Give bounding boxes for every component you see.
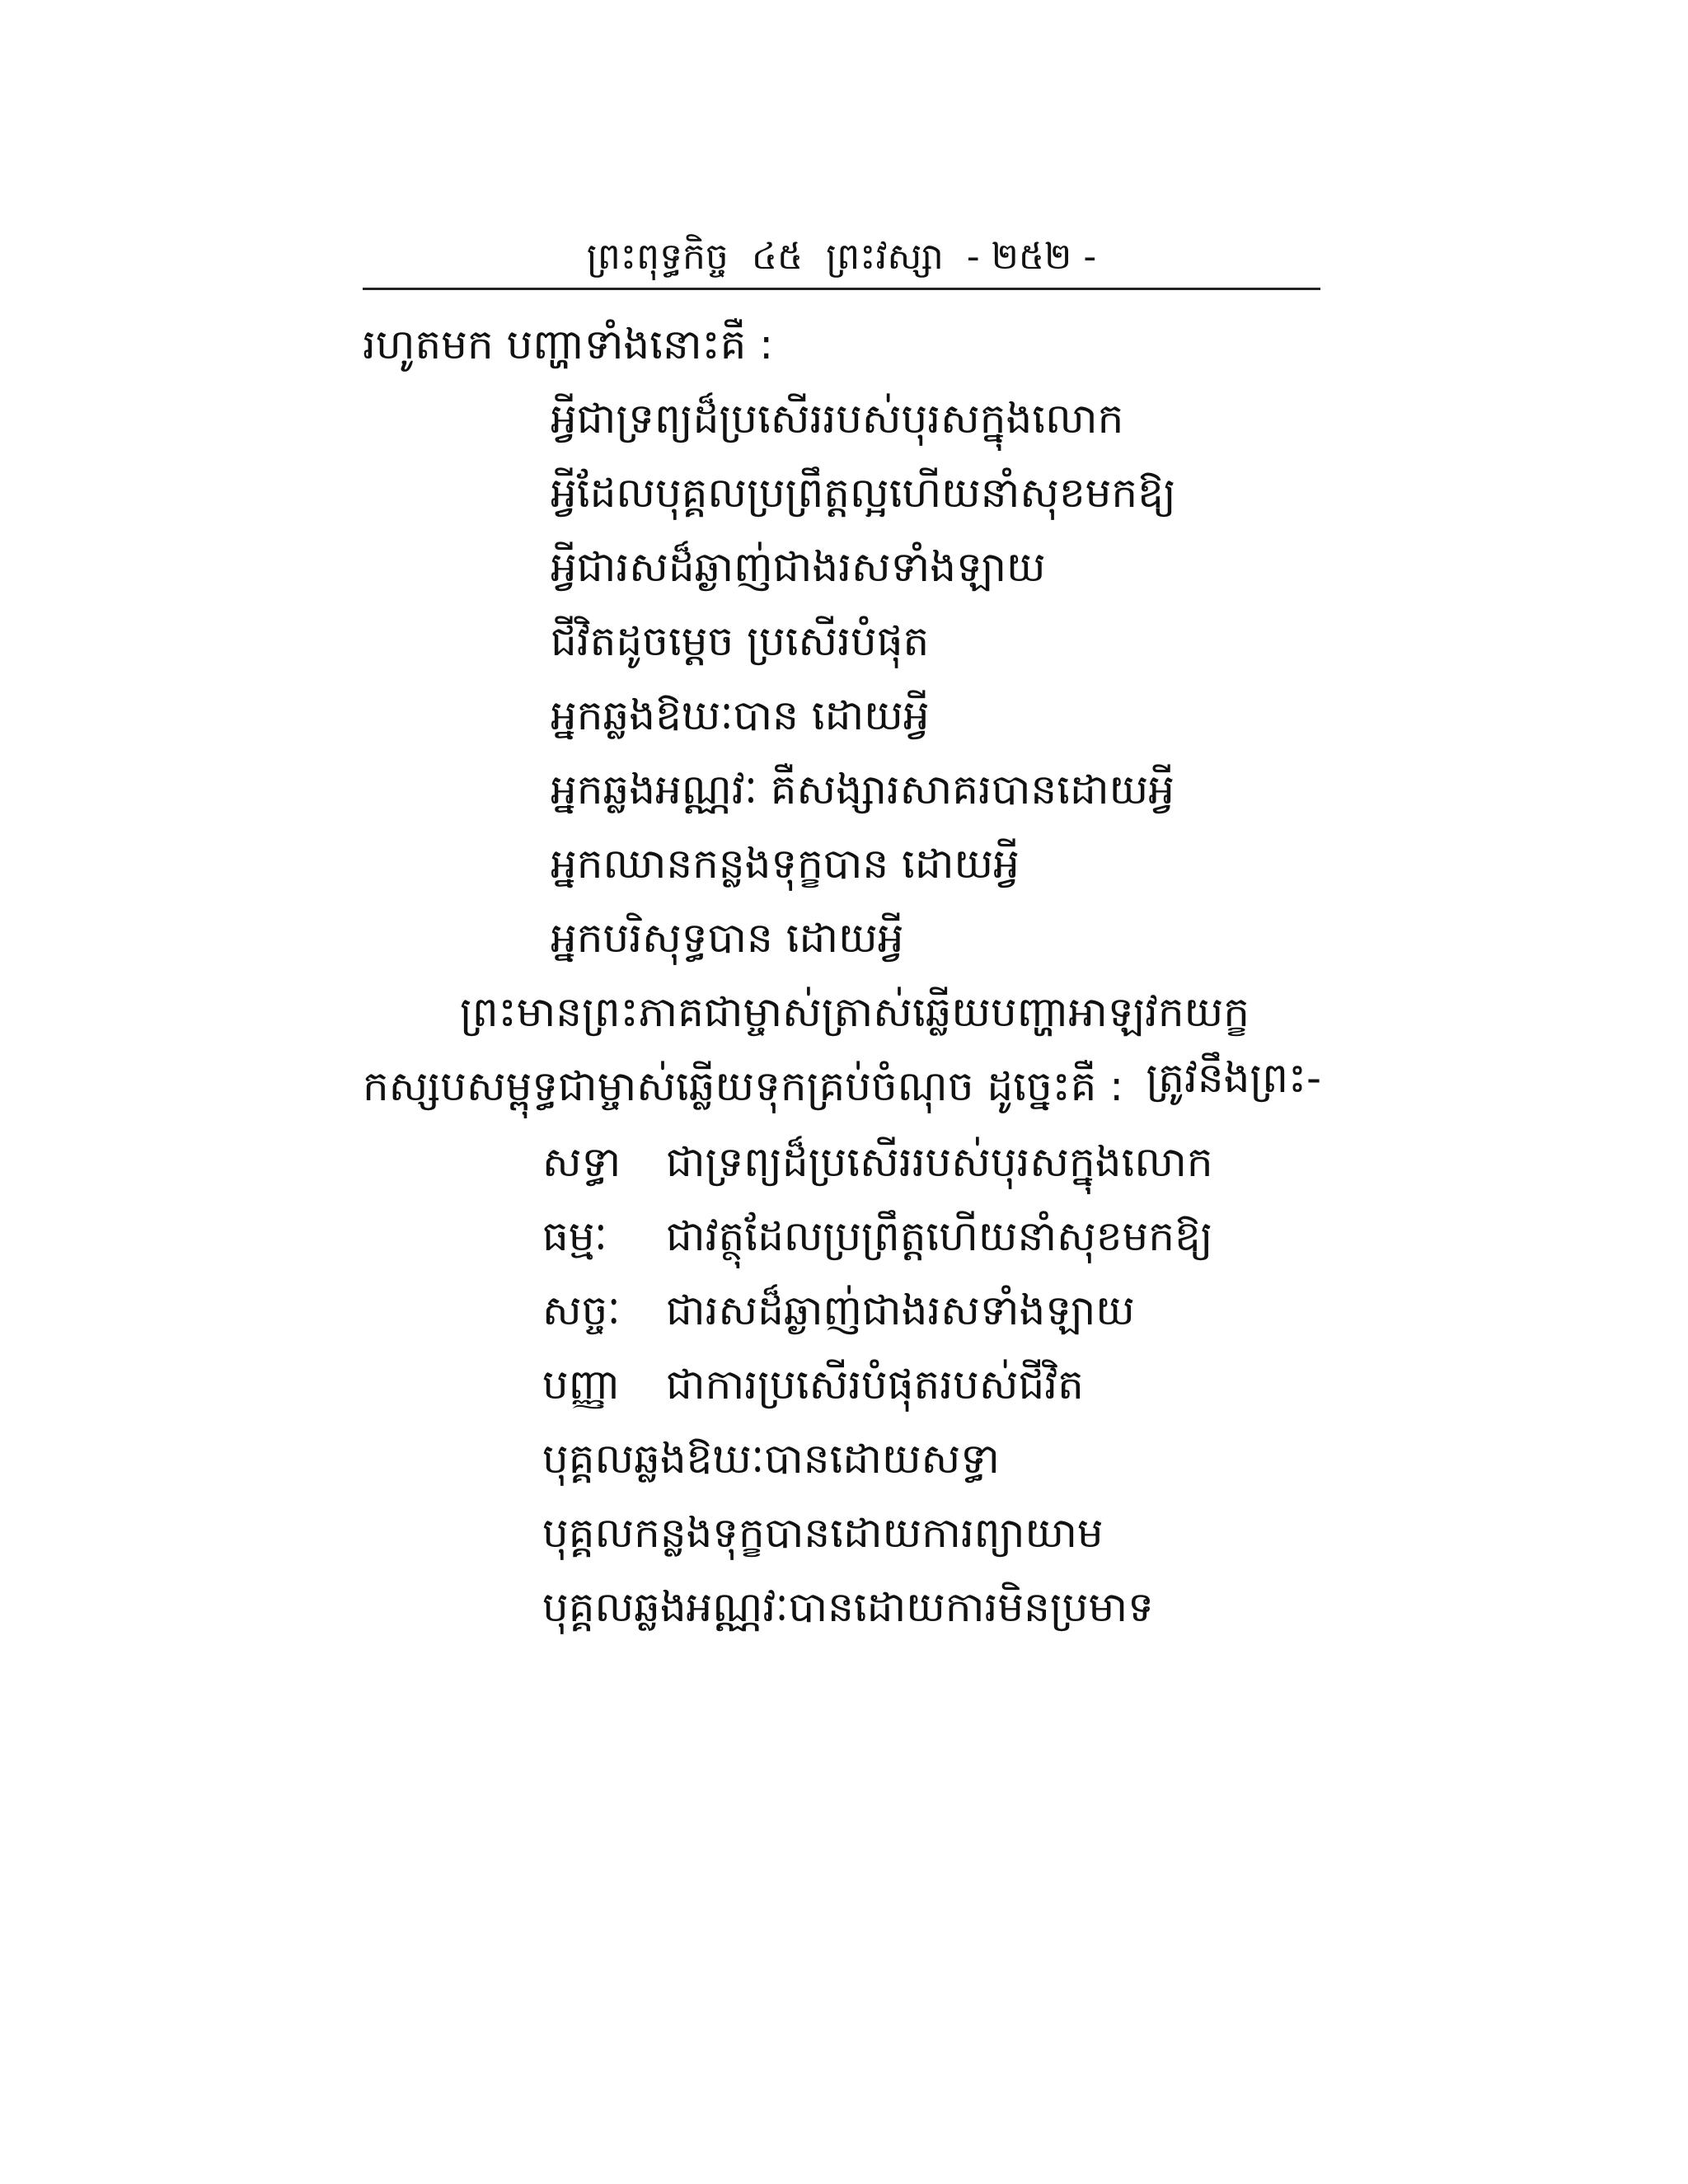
question-8: អ្នកបរិសុទ្ធបាន ដោយអ្វី (551, 914, 904, 962)
intro-line: រហូតមក បញ្ហាទាំងនោះគឺ : (363, 321, 774, 368)
question-6: អ្នកឆ្លងអណ្ណវៈ គឺសង្សារសាគរបានដោយអ្វី (551, 766, 1175, 813)
paragraph-line-2: កស្សបសម្ពុទ្ធជាម្ចាស់ឆ្លើយទុកគ្រប់ចំណុច ដូច្នេះគឺ : (363, 1062, 1124, 1110)
question-2: អ្វីដែលបុគ្គលប្រព្រឹត្តល្អហើយនាំសុខមកឱ្យ (551, 469, 1176, 517)
answer-term: សទ្ធា (542, 1138, 621, 1186)
person-line-1: បុគ្គលឆ្លងឱឃៈបានដោយសទ្ធា (542, 1435, 1000, 1483)
question-1: អ្វីជាទ្រព្យដ៏ប្រសើររបស់បុរសក្នុងលោក (551, 395, 1124, 443)
answer-term: បញ្ញា (542, 1361, 621, 1408)
answer-definition: ជារសដ៏ឆ្ងាញ់ជាងរសទាំងឡាយ (666, 1286, 1135, 1334)
answer-term: ធម្មៈ (542, 1212, 607, 1260)
answer-definition: ជាទ្រព្យដ៏ប្រសើររបស់បុរសក្នុងលោក (666, 1138, 1213, 1186)
page-header: ព្រះពុទ្ធកិច្ច ៤៥ ព្រះវស្សា - ២៥២ - (586, 236, 1097, 278)
person-line-3: បុគ្គលឆ្លងអណ្ណវៈបានដោយការមិនប្រមាទ (542, 1583, 1154, 1631)
paragraph-line-1-end: ត្រូវនឹងព្រះ- (1146, 1054, 1321, 1102)
question-4: ជីវិតដូចម្ដេច ប្រសើរបំផុត (551, 617, 930, 665)
paragraph-line-1-text: ព្រះមានព្រះភាគជាម្ចាស់ត្រាស់ឆ្លើយបញ្ហាអាឡវកយក្ខ (460, 988, 1250, 1036)
question-3: អ្វីជារសដ៏ឆ្ងាញ់ជាងរសទាំងឡាយ (551, 543, 1046, 591)
question-5: អ្នកឆ្លងឱឃៈបាន ដោយអ្វី (551, 691, 930, 739)
answer-definition: ជាវត្ថុដែលប្រព្រឹត្តហើយនាំសុខមកឱ្យ (666, 1212, 1213, 1260)
answer-definition: ជាការប្រសើរបំផុតរបស់ជីវិត (666, 1361, 1084, 1408)
header-rule (363, 288, 1320, 290)
question-7: អ្នកឈានកន្លងទុក្ខបាន ដោយអ្វី (551, 840, 1020, 888)
person-line-2: បុគ្គលកន្លងទុក្ខបានដោយការព្យាយាម (542, 1509, 1104, 1557)
answer-term: សច្ចៈ (542, 1286, 621, 1334)
